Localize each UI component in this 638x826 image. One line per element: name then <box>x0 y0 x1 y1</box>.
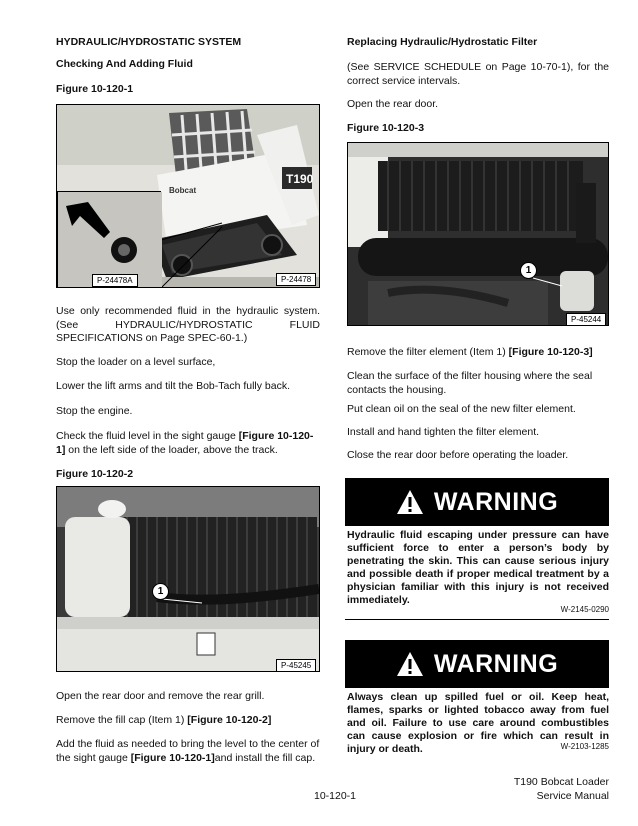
warning-triangle-icon <box>396 489 424 515</box>
warning-title-1: WARNING <box>433 488 559 516</box>
photo-code-1: P-24478 <box>276 273 316 286</box>
sight-gauge-inset <box>57 191 161 288</box>
add-fluid-text-b: and install the fill cap. <box>214 751 316 764</box>
paragraph-lower-arms: Lower the lift arms and tilt the Bob-Tach fully back. <box>56 380 291 392</box>
figure-label-1: Figure 10-120-1 <box>56 83 134 95</box>
add-fluid-text-a: Add the fluid as needed to bring the level to the center of the sight gauge <box>56 738 320 764</box>
paragraph-remove-cap <box>56 714 320 728</box>
figure-10-120-1-photo <box>56 104 320 288</box>
callout-filter-item-1: 1 <box>520 262 537 279</box>
figure-label-3: Figure 10-120-3 <box>347 122 425 134</box>
figure-ref-2: [Figure 10-120-2] <box>187 714 272 726</box>
warning-banner-2 <box>345 640 609 688</box>
manual-title-line-2: Service Manual <box>536 790 609 802</box>
radiator-photo <box>57 487 320 672</box>
check-level-text-b: on the left side of the loader, above the track. <box>65 443 278 456</box>
figure-ref-3: [Figure 10-120-1] <box>130 751 215 764</box>
warning-code-2: W-2103-1285 <box>560 742 609 751</box>
paragraph-clean-oil: Put clean oil on the seal of the new filter element. <box>347 403 576 415</box>
paragraph-add-fluid <box>56 738 320 765</box>
filter-heading: Replacing Hydraulic/Hydrostatic Filter <box>347 36 538 48</box>
warning-triangle-icon-2 <box>396 651 424 677</box>
subsection-heading: Checking And Adding Fluid <box>56 58 193 70</box>
warning-code-1: W-2145-0290 <box>560 605 609 614</box>
paragraph-close-door: Close the rear door before operating the loader. <box>347 449 569 461</box>
remove-cap-text: Remove the fill cap (Item 1) <box>56 714 188 726</box>
paragraph-fluid-spec: Use only recommended fluid in the hydraulic system. (See HYDRAULIC/HYDROSTATIC FLUID SPECIFICATIONS on Page SPEC-60-1.) <box>56 305 320 344</box>
warning-banner-1 <box>345 478 609 526</box>
figure-10-120-3-photo <box>347 142 609 326</box>
section-heading: HYDRAULIC/HYDROSTATIC SYSTEM <box>56 36 242 48</box>
warning-text-1: Hydraulic fluid escaping under pressure can have sufficient force to enter a person’s body by penetrating the skin. This can cause serious injury and possible death if proper medical treatment by a physician familiar with this injury is not received immediately. <box>347 529 609 606</box>
warning-title-2: WARNING <box>433 650 559 678</box>
paragraph-stop-engine: Stop the engine. <box>56 405 133 417</box>
callout-item-1: 1 <box>152 583 169 600</box>
photo-code-2: P-45245 <box>276 659 316 672</box>
manual-title-line-1: T190 Bobcat Loader <box>513 776 609 788</box>
paragraph-level-surface: Stop the loader on a level surface, <box>56 356 216 368</box>
brand-mark-text: Bobcat <box>169 186 197 195</box>
figure-ref-1: [Figure 10-120-1] <box>56 430 314 456</box>
paragraph-service-schedule: (See SERVICE SCHEDULE on Page 10-70-1), for the correct service intervals. <box>347 61 609 87</box>
paragraph-open-door: Open the rear door and remove the rear grill. <box>56 690 265 702</box>
remove-filter-text: Remove the filter element (Item 1) <box>347 346 509 358</box>
warning-text-2: Always clean up spilled fuel or oil. Keep heat, flames, sparks or lighted tobacco away from fuel and oil. Failure to use care around combustibles can cause explosion or fire which can result in injury or death. <box>347 691 609 755</box>
page-number: 10-120-1 <box>313 790 357 802</box>
warning-divider <box>345 619 609 620</box>
photo-code-3: P-45244 <box>566 313 606 326</box>
figure-label-2: Figure 10-120-2 <box>56 468 134 480</box>
paragraph-remove-filter <box>347 346 609 360</box>
paragraph-open-rear-door: Open the rear door. <box>347 98 439 110</box>
paragraph-hand-tighten: Install and hand tighten the filter element. <box>347 426 540 438</box>
figure-ref-4: [Figure 10-120-3] <box>508 346 593 358</box>
check-level-text-a: Check the fluid level in the sight gauge <box>56 430 239 442</box>
engine-photo <box>348 143 609 326</box>
figure-10-120-2-photo <box>56 486 320 672</box>
model-badge-text: T190 <box>286 172 314 186</box>
paragraph-check-level <box>56 430 320 457</box>
inset-photo-code: P-24478A <box>92 274 138 287</box>
paragraph-clean-surface: Clean the surface of the filter housing where the seal contacts the housing. <box>347 370 593 396</box>
